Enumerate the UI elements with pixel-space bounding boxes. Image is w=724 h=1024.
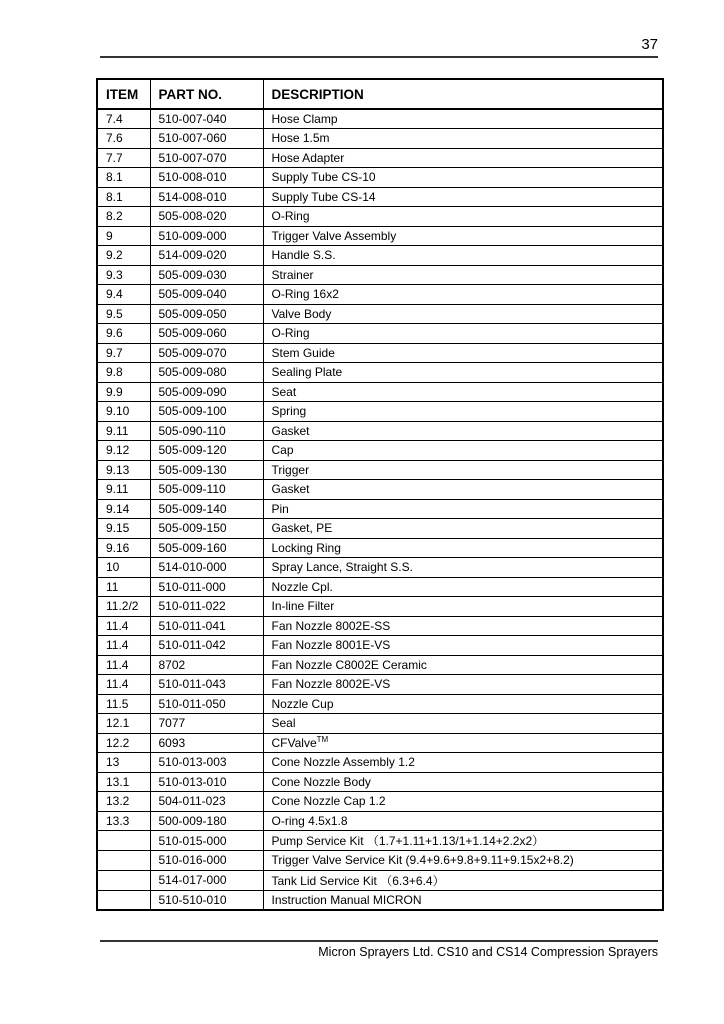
- item-cell: 9.12: [97, 441, 150, 461]
- table-row: [97, 304, 663, 324]
- part-no-cell: 514-009-020: [150, 246, 263, 266]
- item-cell: 9.2: [97, 246, 150, 266]
- part-no-cell: 514-017-000: [150, 870, 263, 890]
- part-no-cell: 505-009-050: [150, 304, 263, 324]
- description-cell: Handle S.S.: [263, 246, 663, 266]
- table-row: [97, 382, 663, 402]
- part-no-cell: 510-510-010: [150, 890, 263, 910]
- part-no-cell: 505-009-120: [150, 441, 263, 461]
- table-row: [97, 753, 663, 773]
- item-cell: 9: [97, 226, 150, 246]
- description-cell: CFValve™: [263, 733, 663, 753]
- part-no-cell: 505-090-110: [150, 421, 263, 441]
- table-row: [97, 226, 663, 246]
- item-cell: 9.11: [97, 480, 150, 500]
- description-cell: Fan Nozzle 8002E-VS: [263, 675, 663, 695]
- part-no-cell: 510-008-010: [150, 168, 263, 188]
- item-cell: 8.1: [97, 168, 150, 188]
- item-cell: 11.4: [97, 636, 150, 656]
- table-row: [97, 480, 663, 500]
- item-cell: 7.4: [97, 109, 150, 129]
- part-no-cell: 510-011-022: [150, 597, 263, 617]
- part-no-cell: 510-013-003: [150, 753, 263, 773]
- part-no-cell: 505-009-110: [150, 480, 263, 500]
- table-row: [97, 519, 663, 539]
- table-row: [97, 109, 663, 129]
- description-cell: Hose Clamp: [263, 109, 663, 129]
- part-no-cell: 505-009-160: [150, 538, 263, 558]
- item-cell: [97, 831, 150, 851]
- part-no-cell: 505-009-080: [150, 363, 263, 383]
- item-cell: 9.9: [97, 382, 150, 402]
- description-cell: O-ring 4.5x1.8: [263, 811, 663, 831]
- description-cell: Gasket, PE: [263, 519, 663, 539]
- item-cell: 9.10: [97, 402, 150, 422]
- part-no-cell: 500-009-180: [150, 811, 263, 831]
- item-cell: [97, 851, 150, 871]
- part-no-cell: 505-009-130: [150, 460, 263, 480]
- table-row: [97, 577, 663, 597]
- part-no-cell: 510-016-000: [150, 851, 263, 871]
- item-cell: 9.5: [97, 304, 150, 324]
- part-no-cell: 510-011-042: [150, 636, 263, 656]
- part-no-cell: 510-007-070: [150, 148, 263, 168]
- description-cell: O-Ring: [263, 207, 663, 227]
- table-row: [97, 870, 663, 890]
- table-row: [97, 187, 663, 207]
- trademark-superscript: TM: [316, 734, 329, 744]
- description-cell: Hose 1.5m: [263, 129, 663, 149]
- description-cell: Locking Ring: [263, 538, 663, 558]
- description-cell: Trigger Valve Service Kit (9.4+9.6+9.8+9.11+9.15x2+8.2): [263, 851, 663, 871]
- table-row: [97, 441, 663, 461]
- description-cell: Pin: [263, 499, 663, 519]
- part-no-cell: 504-011-023: [150, 792, 263, 812]
- table-row: [97, 597, 663, 617]
- table-header-row: [97, 79, 663, 109]
- table-row: [97, 246, 663, 266]
- description-cell: Stem Guide: [263, 343, 663, 363]
- description-cell: Nozzle Cup: [263, 694, 663, 714]
- table-row: [97, 851, 663, 871]
- item-cell: [97, 890, 150, 910]
- table-row: [97, 558, 663, 578]
- part-no-cell: 505-009-140: [150, 499, 263, 519]
- item-cell: 11.4: [97, 616, 150, 636]
- table-row: [97, 363, 663, 383]
- footer-text: Micron Sprayers Ltd. CS10 and CS14 Compression Sprayers: [318, 945, 658, 959]
- table-row: [97, 148, 663, 168]
- table-row: [97, 168, 663, 188]
- table-row: [97, 811, 663, 831]
- item-cell: 9.14: [97, 499, 150, 519]
- item-cell: 9.7: [97, 343, 150, 363]
- table-row: [97, 616, 663, 636]
- part-no-cell: 510-011-000: [150, 577, 263, 597]
- table-row: [97, 675, 663, 695]
- part-no-cell: 505-009-070: [150, 343, 263, 363]
- part-no-cell: 514-010-000: [150, 558, 263, 578]
- item-cell: 11: [97, 577, 150, 597]
- part-no-cell: 505-008-020: [150, 207, 263, 227]
- table-row: [97, 285, 663, 305]
- part-no-cell: 505-009-150: [150, 519, 263, 539]
- table-row: [97, 655, 663, 675]
- item-cell: 12.1: [97, 714, 150, 734]
- part-no-cell: 505-009-090: [150, 382, 263, 402]
- description-cell: Sealing Plate: [263, 363, 663, 383]
- description-cell: Trigger: [263, 460, 663, 480]
- description-cell: Cone Nozzle Assembly 1.2: [263, 753, 663, 773]
- footer-rule: [100, 940, 658, 942]
- part-no-cell: 510-013-010: [150, 772, 263, 792]
- item-cell: 9.3: [97, 265, 150, 285]
- description-cell: Spring: [263, 402, 663, 422]
- item-cell: 12.2: [97, 733, 150, 753]
- table-row: [97, 421, 663, 441]
- item-cell: 13.2: [97, 792, 150, 812]
- part-no-cell: 510-011-041: [150, 616, 263, 636]
- page-number: 37: [641, 36, 658, 53]
- item-cell: [97, 870, 150, 890]
- table-row: [97, 324, 663, 344]
- part-no-cell: 505-009-060: [150, 324, 263, 344]
- description-cell: Gasket: [263, 421, 663, 441]
- item-cell: 9.4: [97, 285, 150, 305]
- description-cell: Spray Lance, Straight S.S.: [263, 558, 663, 578]
- table-row: [97, 792, 663, 812]
- item-cell: 9.15: [97, 519, 150, 539]
- item-cell: 10: [97, 558, 150, 578]
- table-row: [97, 402, 663, 422]
- table-row: [97, 129, 663, 149]
- table-row: [97, 265, 663, 285]
- item-cell: 11.2/2: [97, 597, 150, 617]
- item-cell: 11.5: [97, 694, 150, 714]
- table-row: [97, 207, 663, 227]
- table-row: [97, 538, 663, 558]
- description-cell: Cone Nozzle Cap 1.2: [263, 792, 663, 812]
- item-cell: 9.16: [97, 538, 150, 558]
- column-header-part-no: PART NO.: [150, 79, 263, 109]
- description-cell: Gasket: [263, 480, 663, 500]
- description-cell: Strainer: [263, 265, 663, 285]
- part-no-cell: 510-011-050: [150, 694, 263, 714]
- description-cell: Supply Tube CS-14: [263, 187, 663, 207]
- table-row: [97, 890, 663, 910]
- item-cell: 11.4: [97, 655, 150, 675]
- table-row: [97, 636, 663, 656]
- description-cell: Hose Adapter: [263, 148, 663, 168]
- item-cell: 8.1: [97, 187, 150, 207]
- part-no-cell: 6093: [150, 733, 263, 753]
- description-cell: In-line Filter: [263, 597, 663, 617]
- item-cell: 13: [97, 753, 150, 773]
- item-cell: 13.1: [97, 772, 150, 792]
- parts-table: [96, 78, 664, 911]
- table-row: [97, 499, 663, 519]
- description-cell: Tank Lid Service Kit （6.3+6.4）: [263, 870, 663, 890]
- description-cell: Nozzle Cpl.: [263, 577, 663, 597]
- description-cell: Pump Service Kit （1.7+1.11+1.13/1+1.14+2.2x2）: [263, 831, 663, 851]
- part-no-cell: 514-008-010: [150, 187, 263, 207]
- description-cell: O-Ring: [263, 324, 663, 344]
- item-cell: 7.7: [97, 148, 150, 168]
- item-cell: 9.13: [97, 460, 150, 480]
- table-row: [97, 460, 663, 480]
- column-header-description: DESCRIPTION: [263, 79, 663, 109]
- table-row: [97, 733, 663, 753]
- description-cell: Cone Nozzle Body: [263, 772, 663, 792]
- part-no-cell: 505-009-030: [150, 265, 263, 285]
- item-cell: 8.2: [97, 207, 150, 227]
- table-row: [97, 694, 663, 714]
- description-cell: Valve Body: [263, 304, 663, 324]
- description-cell: Fan Nozzle C8002E Ceramic: [263, 655, 663, 675]
- item-cell: 7.6: [97, 129, 150, 149]
- description-cell: Seal: [263, 714, 663, 734]
- description-cell: Instruction Manual MICRON: [263, 890, 663, 910]
- description-cell: Seat: [263, 382, 663, 402]
- part-no-cell: 510-007-040: [150, 109, 263, 129]
- table-row: [97, 714, 663, 734]
- description-cell: Fan Nozzle 8001E-VS: [263, 636, 663, 656]
- table-row: [97, 772, 663, 792]
- part-no-cell: 510-007-060: [150, 129, 263, 149]
- part-no-cell: 8702: [150, 655, 263, 675]
- part-no-cell: 510-009-000: [150, 226, 263, 246]
- part-no-cell: 7077: [150, 714, 263, 734]
- table-row: [97, 831, 663, 851]
- item-cell: 9.8: [97, 363, 150, 383]
- part-no-cell: 505-009-040: [150, 285, 263, 305]
- description-cell: Fan Nozzle 8002E-SS: [263, 616, 663, 636]
- description-cell: O-Ring 16x2: [263, 285, 663, 305]
- table-row: [97, 343, 663, 363]
- column-header-item: ITEM: [97, 79, 150, 109]
- part-no-cell: 510-015-000: [150, 831, 263, 851]
- description-cell: Trigger Valve Assembly: [263, 226, 663, 246]
- part-no-cell: 505-009-100: [150, 402, 263, 422]
- item-cell: 11.4: [97, 675, 150, 695]
- item-cell: 9.11: [97, 421, 150, 441]
- header-rule: [100, 56, 658, 58]
- part-no-cell: 510-011-043: [150, 675, 263, 695]
- description-cell: Cap: [263, 441, 663, 461]
- description-cell: Supply Tube CS-10: [263, 168, 663, 188]
- item-cell: 13.3: [97, 811, 150, 831]
- item-cell: 9.6: [97, 324, 150, 344]
